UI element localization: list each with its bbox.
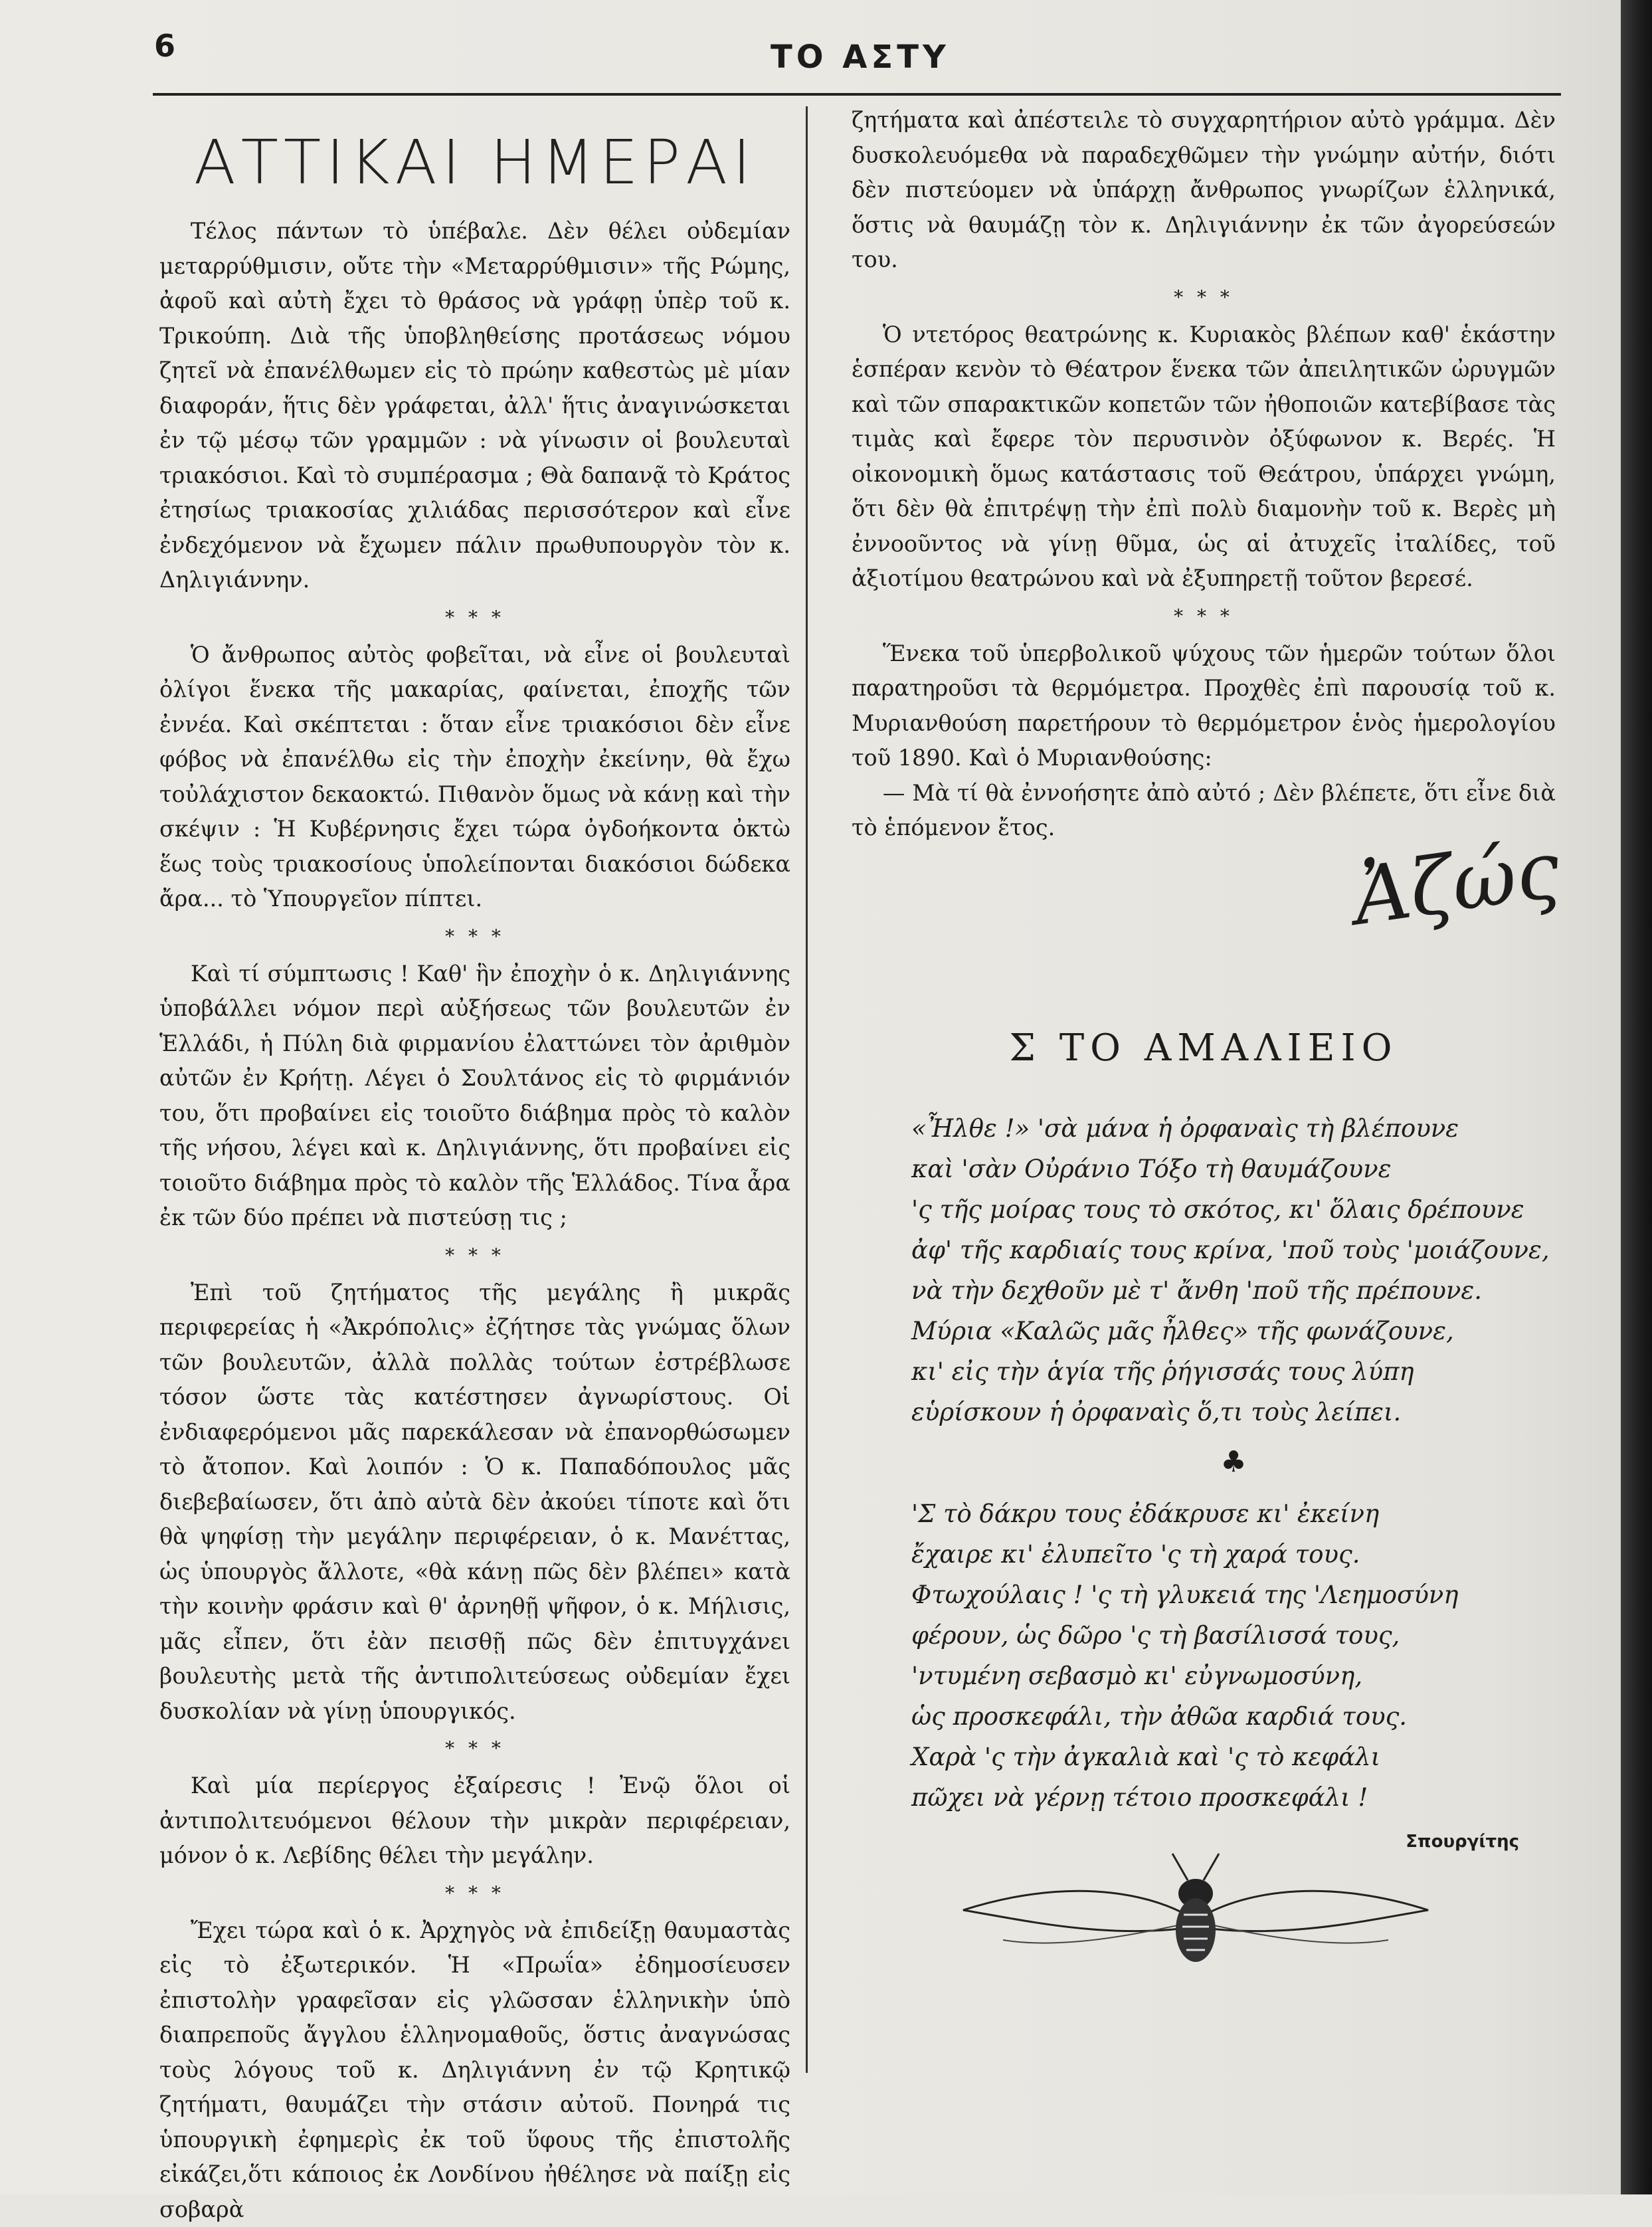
left-column [159, 126, 790, 2227]
separator: * * * [159, 923, 790, 950]
poem-line: Χαρὰ 'ς τὴν ἀγκαλιὰ καὶ 'ς τὸ κεφάλι [911, 1737, 1556, 1777]
separator: * * * [159, 1880, 790, 1907]
poem-line: «Ἦλθε !» 'σὰ μάνα ἡ ὀρφαναὶς τὴ βλέπουνε [911, 1108, 1556, 1149]
poem-line: ὡς προσκεφάλι, τὴν ἀθῶα καρδιά τους. [911, 1696, 1556, 1737]
signature-block [852, 846, 1556, 1012]
column-rule [806, 106, 808, 2073]
poem-line: νὰ τὴν δεχθοῦν μὲ τ' ἄνθη 'ποῦ τῆς πρέπουνε. [911, 1270, 1556, 1311]
poem [911, 1108, 1556, 1818]
separator: * * * [159, 1242, 790, 1269]
article-paragraph: Τέλος πάντων τὸ ὑπέβαλε. Δὲν θέλει οὐδεμίαν μεταρρύθμισιν, οὔτε τὴν «Μεταρρύθμισιν» τῆς Ρώμης, ἀφοῦ καὶ αὐτὴ ἔχει τὸ θράσος νὰ γράφῃ ὑπὲρ τοῦ κ. Τρικούπη. Διὰ τῆς ὑποβληθείσης προτάσεως νόμου ζητεῖ νὰ ἐπανέλθωμεν εἰς τὸ πρώην καθεστὼς μὲ μίαν διαφοράν, ἥτις δὲν γράφεται, ἀλλ' ἥτις ἀναγινώσκεται ἐν τῷ μέσῳ τῶν γραμμῶν : νὰ γίνωσιν οἱ βουλευταὶ τριακόσιοι. Καὶ τὸ συμπέρασμα ; Θὰ δαπανᾷ τὸ Κράτος ἐτησίως τριακοσίας χιλιάδας περισσότερον καὶ εἶνε ἐνδεχόμενον νὰ ἔχωμεν πάλιν πρωθυπουργὸν τὸν κ. Δηλιγιάννην. [159, 214, 790, 598]
club-ornament-icon: ♣ [911, 1446, 1556, 1479]
running-title: ΤΟ ΑΣΤΥ [771, 39, 950, 76]
poem-line: Μύρια «Καλῶς μᾶς ἦλθες» τῆς φωνάζουνε, [911, 1311, 1556, 1351]
page-number: 6 [154, 28, 175, 64]
cicada-illustration-icon [943, 1840, 1448, 2000]
poem-line: 'Σ τὸ δάκρυ τους ἐδάκρυσε κι' ἐκείνη [911, 1494, 1556, 1534]
section-headline: ΑΤΤΙΚΑΙ ΗΜΕΡΑΙ [159, 126, 790, 199]
poem-author: Σπουργίτης [852, 1824, 1519, 1860]
poem-title: Σ ΤΟ ΑΜΑΛΙΕΙΟ [852, 1025, 1556, 1072]
poem-line: πῶχει νὰ γέρνῃ τέτοιο προσκεφάλι ! [911, 1777, 1556, 1818]
poem-line: φέρουν, ὡς δῶρο 'ς τὴ βασίλισσά τους, [911, 1615, 1556, 1656]
article-paragraph: Ἕνεκα τοῦ ὑπερβολικοῦ ψύχους τῶν ἡμερῶν τούτων ὅλοι παρατηροῦσι τὰ θερμόμετρα. Προχθὲς ἐπὶ παρουσίᾳ τοῦ κ. Μυριανθούση παρετήρουν τὸ θερμόμετρον ἑνὸς ἡμερολογίου τοῦ 1890. Καὶ ὁ Μυριανθούσης: [852, 636, 1556, 776]
poem-line: εὑρίσκουν ἡ ὀρφαναὶς ὅ,τι τοὺς λείπει. [911, 1392, 1556, 1432]
article-paragraph: — Μὰ τί θὰ ἐννοήσητε ἀπὸ αὐτό ; Δὲν βλέπετε, ὅτι εἶνε διὰ τὸ ἑπόμενον ἔτος. [852, 776, 1556, 846]
article-paragraph: Ὁ ἄνθρωπος αὐτὸς φοβεῖται, νὰ εἶνε οἱ βουλευταὶ ὀλίγοι ἕνεκα τῆς μακαρίας, φαίνεται, ἐποχῆς τῶν ἐννέα. Καὶ σκέπτεται : ὅταν εἶνε τριακόσιοι δὲν εἶνε φόβος νὰ ἐπανέλθω εἰς τὴν ἐποχὴν ἐκείνην, θὰ ἔχω τοὐλάχιστον δεκαοκτώ. Πιθανὸν ὅμως νὰ κάνῃ καὶ τὴν σκέψιν : Ἡ Κυβέρνησις ἔχει τώρα ὀγδοήκοντα ὀκτὼ ἕως τοὺς τριακοσίους ὑπολείπονται διακόσιοι δώδεκα ἄρα... τὸ Ὑπουργεῖον πίπτει. [159, 638, 790, 917]
separator: * * * [852, 284, 1556, 311]
poem-line: 'ς τῆς μοίρας τους τὸ σκότος, κι' ὅλαις δρέπουνε [911, 1189, 1556, 1230]
article-paragraph: Ἐπὶ τοῦ ζητήματος τῆς μεγάλης ἢ μικρᾶς περιφερείας ἡ «Ἀκρόπολις» ἐζήτησε τὰς γνώμας ὅλων τῶν βουλευτῶν, ἀλλὰ πολλὰς τούτων ἐστρέβλωσε τόσον ὥστε τὰς κατέστησεν ἀγνωρίστους. Οἱ ἐνδιαφερόμενοι μᾶς παρεκάλεσαν νὰ ἐπανορθώσωμεν τὸ ἄτοπον. Καὶ λοιπόν : Ὁ κ. Παπαδόπουλος μᾶς διεβεβαίωσεν, ὅτι ἀπὸ αὐτὰ δὲν ἀκούει τίποτε καὶ ὅτι θὰ ψηφίσῃ τὴν μεγάλην περιφέρειαν, ὁ κ. Μανέττας, ὡς ὑπουργὸς ἄλλοτε, «θὰ κάνῃ πῶς δὲν βλέπει» κατὰ τὴν κοινὴν φράσιν καὶ θ' ἀρνηθῇ ψῆφον, ὁ κ. Μήλισις, μᾶς εἶπεν, ὅτι ἐὰν πεισθῇ πῶς δὲν ἐπιτυγχάνει βουλευτὴς μετὰ τῆς ἀντιπολιτεύσεως οὐδεμίαν ἔχει δυσκολίαν νὰ γίνῃ ὑπουργικός. [159, 1276, 790, 1729]
article-paragraph: Καὶ μία περίεργος ἐξαίρεσις ! Ἐνῷ ὅλοι οἱ ἀντιπολιτευόμενοι θέλουν τὴν μικρὰν περιφέρειαν, μόνον ὁ κ. Λεβίδης θέλει τὴν μεγάλην. [159, 1769, 790, 1874]
separator: * * * [852, 603, 1556, 630]
article-paragraph: Ὁ ντετόρος θεατρώνης κ. Κυριακὸς βλέπων καθ' ἑκάστην ἑσπέραν κενὸν τὸ Θέατρον ἕνεκα τῶν ἀπειλητικῶν ὠρυγμῶν καὶ τῶν σπαρακτικῶν κοπετῶν τῶν ἠθοποιῶν κατεβίβασε τὰς τιμὰς καὶ ἔφερε τὸν περυσινὸν ὀξύφωνον κ. Βερές. Ἡ οἰκονομικὴ ὅμως κατάστασις τοῦ Θεάτρου, ὑπάρχει γνώμη, ὅτι δὲν θὰ ἐπιτρέψῃ τὴν ἐπὶ πολὺ διαμονὴν τοῦ κ. Βερὲς μὴ ἐννοοῦντος νὰ γίνῃ θῦμα, ὡς αἱ ἀτυχεῖς ἰταλίδες, τοῦ ἀξιοτίμου θεατρώνου καὶ νὰ ἐξυπηρετῇ τοῦτον βερεσέ. [852, 318, 1556, 597]
author-signature: Ἀζώς [1352, 851, 1562, 914]
article-paragraph: Ἔχει τώρα καὶ ὁ κ. Ἀρχηγὸς νὰ ἐπιδείξῃ θαυμαστὰς εἰς τὸ ἐξωτερικόν. Ἡ «Πρωΐα» ἐδημοσίευσεν ἐπιστολὴν γραφεῖσαν εἰς γλῶσσαν ἑλληνικὴν ὑπὸ διαπρεποῦς ἄγγλου ἑλληνομαθοῦς, ὅστις ἀναγνώσας τοὺς λόγους τοῦ κ. Δηλιγιάννη ἐν τῷ Κρητικῷ ζητήματι, θαυμάζει τὴν στάσιν αὐτοῦ. Πονηρά τις ὑπουργικὴ ἐφημερὶς ἐκ τοῦ ὕφους τῆς ἐπιστολῆς εἰκάζει,ὅτι κάποιος ἐκ Λονδίνου ἠθέλησε νὰ παίξῃ εἰς σοβαρὰ [159, 1913, 790, 2227]
poem-line: Φτωχούλαις ! 'ς τὴ γλυκειά της 'Λεημοσύνη [911, 1575, 1556, 1615]
article-paragraph: Καὶ τί σύμπτωσις ! Καθ' ἣν ἐποχὴν ὁ κ. Δηλιγιάννης ὑποβάλλει νόμον περὶ αὐξήσεως τῶν βουλευτῶν ἐν Ἑλλάδι, ἡ Πύλη διὰ φιρμανίου ἐλαττώνει τὸν ἀριθμὸν αὐτῶν ἐν Κρήτῃ. Λέγει ὁ Σουλτάνος εἰς τὸ φιρμάνιόν του, ὅτι προβαίνει εἰς τοιοῦτο διάβημα πρὸς τὸ καλὸν τῆς νήσου, λέγει καὶ κ. Δηλιγιάννης, ὅτι προβαίνει εἰς τοιοῦτο διάβημα πρὸς τὸ καλὸν τῆς Ἑλλάδος. Τίνα ἆρα ἐκ τῶν δύο πρέπει νὰ πιστεύσῃ τις ; [159, 957, 790, 1236]
poem-line: ἔχαιρε κι' ἐλυπεῖτο 'ς τὴ χαρά τους. [911, 1534, 1556, 1575]
separator: * * * [159, 605, 790, 631]
right-column [852, 103, 1556, 1859]
poem-line: ἀφ' τῆς καρδιαίς τους κρίνα, 'ποῦ τοὺς 'μοιάζουνε, [911, 1230, 1556, 1270]
header-rule [153, 93, 1561, 96]
poem-line: 'ντυμένη σεβασμὸ κι' εὐγνωμοσύνη, [911, 1656, 1556, 1696]
adjacent-page-edge [1621, 0, 1652, 2194]
separator: * * * [159, 1735, 790, 1762]
article-paragraph: ζητήματα καὶ ἀπέστειλε τὸ συγχαρητήριον αὐτὸ γράμμα. Δὲν δυσκολευόμεθα νὰ παραδεχθῶμεν τὴν γνώμην αὐτήν, διότι δὲν πιστεύομεν νὰ ὑπάρχῃ ἄνθρωπος γνωρίζων ἑλληνικά, ὅστις νὰ θαυμάζῃ τὸν κ. Δηλιγιάννην ἐκ τῶν ἀγορεύσεών του. [852, 103, 1556, 278]
poem-line: καὶ 'σὰν Οὐράνιο Τόξο τὴ θαυμάζουνε [911, 1149, 1556, 1189]
poem-line: κι' εἰς τὴν ἁγία τῆς ῥήγισσάς τους λύπη [911, 1351, 1556, 1392]
